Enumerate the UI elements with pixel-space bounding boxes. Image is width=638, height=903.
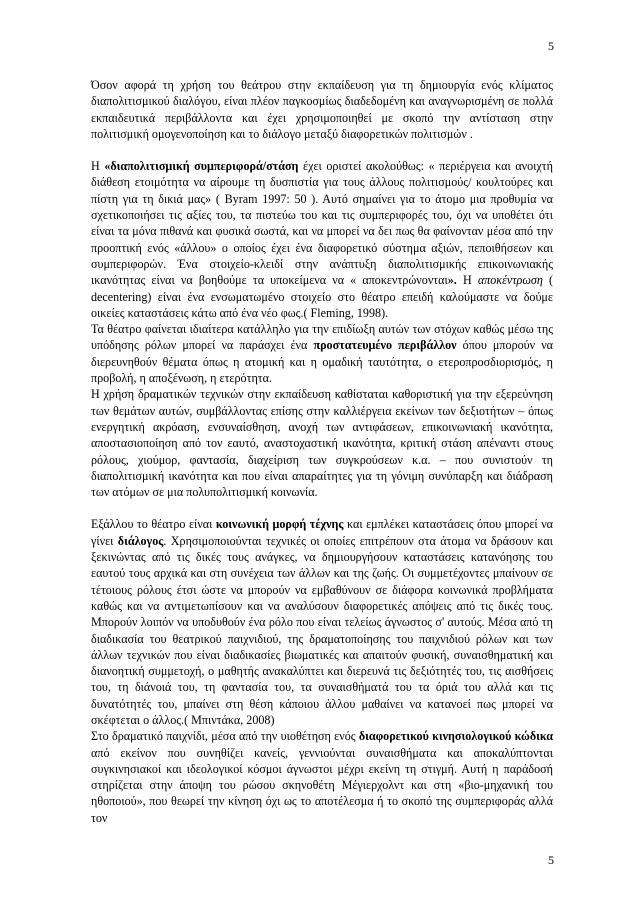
text-span: ( decentering) είναι ένα ενσωματωμένο στοιχείο στο θέατρο επειδή καλούμαστε να δούμε οικείες καταστάσεις κάτω από ένα νέο φως.( Fleming, 1998). [91,273,553,320]
paragraph-social-art [91,516,553,728]
paragraph-intro: Όσον αφορά τη χρήση του θεάτρου στην εκπαίδευση για τη δημιουργία ενός κλίματος διαπολιτισμικού διαλόγου, είναι πλέον παγκοσμίως διαδεδομένη και αναγνωρισμένη σε πολλά εκπαιδευτικά περιβάλλοντα και έχει χρησιμοποιηθεί με σκοπό την αντίσταση στην πολιτισμική ομογενοποίηση και το διάλογο μεταξύ διαφορετικών πολιτισμών . [91,78,553,141]
paragraph-kinesiology [91,728,553,826]
page-number-bottom: 5 [548,853,554,867]
paragraph-drama-techniques: Η χρήση δραματικών τεχνικών στην εκπαίδευση καθίσταται καθοριστική για την εξερεύνηση των θεμάτων αυτών, συμβάλλοντας επίσης στην καλλιέργεια εκείνων των δεξιοτήτων – όπως ενεργητική ακρόαση, ενσυναίσθηση, ανοχή των αντιφάσεων, επικοινωνιακή ικανότητα, αποστασιοποίηση από τον εαυτό, αναστοχαστική ικανότητα, κριτική στάση απέναντι στους ρόλους, χιούμορ, φαντασία, διαχείριση των συγκρούσεων κ.α. – που συνιστούν τη διαπολιτισμική ικανότητα και που είναι απαραίτητες για τη γόνιμη συνύπαρξη και διάδραση των ατόμων σε μια πολυπολιτισμική κοινωνία. [91,387,553,500]
text-span: Εξάλλου το θέατρο είναι [91,517,216,532]
text-span: Η [91,159,105,174]
text-span: έχει οριστεί ακολούθως: « περιέργεια και ανοιχτή διάθεση ετοιμότητα να αίρουμε τη δυσπιστία για τους άλλους πολιτισμούς/ κουλτούρες και πίστη για τη δικιά μας» ( Byram 1997: 50 ). Αυτό σημαίνει για το άτομο μια προθυμία να σχετικοποιήσει τις αξίες του, τα πιστεύω του και τις συμπεριφορές του, όχι να υποθέτει ότι είναι τα μόνα πιθανά και φυσικά σωστά, και να μπορεί να δει πως θα φαίνονταν μέσα από την προοπτική ενός «άλλου» ο οποίος έχει ένα διαφορετικό σύστημα αξιών, πεποιθήσεων και συμπεριφορών. Ένα στοιχείο-κλειδί στην ανάπτυξη διαπολιτισμικής επικοινωνιακής ικανότητας είναι να βοηθούμε τα υποκείμενα να « αποκεντρώνονται [91,159,553,288]
bold-term: κοινωνική μορφή τέχνης [215,517,344,532]
document-body [91,77,553,826]
bold-term: διάλογος [117,533,164,548]
paragraph-protected-environment [91,321,553,386]
text-span: Τα θέατρο φαίνεται ιδιαίτερα κατάλληλο για την επιδίωξη αυτών των στόχων καθώς μέσω της υπόδησης ρόλων μπορεί να παράσχει ένα [91,322,553,353]
text-span: και εμπλέκει καταστάσεις όπου μπορεί να γίνει [91,517,553,548]
text-span: Στο δραματικό παιχνίδι, μέσα από την υιοθέτηση ενός [91,729,359,744]
text-span: όπου μπορούν να διερευνηθούν θέματα όπως η ατομική και η ομαδική ταυτότητα, ο ετεροπροσδιορισμός, η προβολή, η αποξένωση, η ετερότητα. [91,338,554,386]
bold-term: διαφορετικού κινησιολογικού κώδικα [358,729,553,744]
bold-term: «διαπολιτισμική συμπεριφορά/στάση [104,159,299,174]
paragraph-definition [91,158,553,321]
page-number-top: 5 [548,39,554,53]
text-span: . Χρησιμοποιούνται τεχνικές οι οποίες επιτρέπουν στα άτομα να δράσουν και ξεκινώντας από τις δικές τους ανάγκες, να δημιουργήσουν καταστάσεις κατανόησης του εαυτού τους αρχικά και στη συνέχεια των άλλων και της ζωής. Οι συμμετέχοντες μπαίνουν σε τέτοιους ρόλους έτσι ώστε να μπορούν να εμβαθύνουν σε διάφορα κοινωνικά προβλήματα καθώς και να αντιμετωπίσουν και να αναλύσουν διαφορετικές απόψεις από τις δικές τους. Μπορούν λοιπόν να υποδυθούν ένα ρόλο που είναι τελείως άγνωστος σ' αυτούς. Μέσα από τη διαδικασία του θεατρικού παιχνιδιού, της δραματοποίησης του παιχνιδιού ρόλων και των άλλων τεχνικών που είναι διαδικασίες βιωματικές και απαιτούν φυσική, συναισθηματική και διανοητική συμμετοχή, ο μαθητής ανακαλύπτει και διερευνά τις δεξιότητές του, τις αισθήσεις του, τη διάνοιά του, τη φαντασία του, τα συναισθήματά του τα όριά του αλλά και τις δυνατότητές του, μπαίνει στη θέση κάποιου άλλου μαθαίνει να κατανοεί πως μπορεί να σκέφτεται ο άλλος.( Μπιντάκα, 2008) [91,533,553,727]
text-span: Η [456,273,478,288]
bold-term: προστατευμένο περιβάλλον [313,338,457,353]
bold-mark: ». [447,273,457,288]
italic-term: αποκέντρωση [477,273,543,288]
text-span: από εκείνον που συνηθίζει κανείς, γεννιούνται συναισθήματα και αποκαλύπτονται συγκινησιακοί και ιδεολογικοί κόσμοι άγνωστοι μέχρι εκείνη τη στιγμή. Αυτή η παράδοσή στηρίζεται στην άποψη του ρώσου σκηνοθέτη Μέγιερχολντ και στη «βιο-μηχανική του ηθοποιού», που θεωρεί την κίνηση όχι ως το αποτέλεσμα ή το σκοπό της συμπεριφοράς αλλά τον [91,745,553,825]
